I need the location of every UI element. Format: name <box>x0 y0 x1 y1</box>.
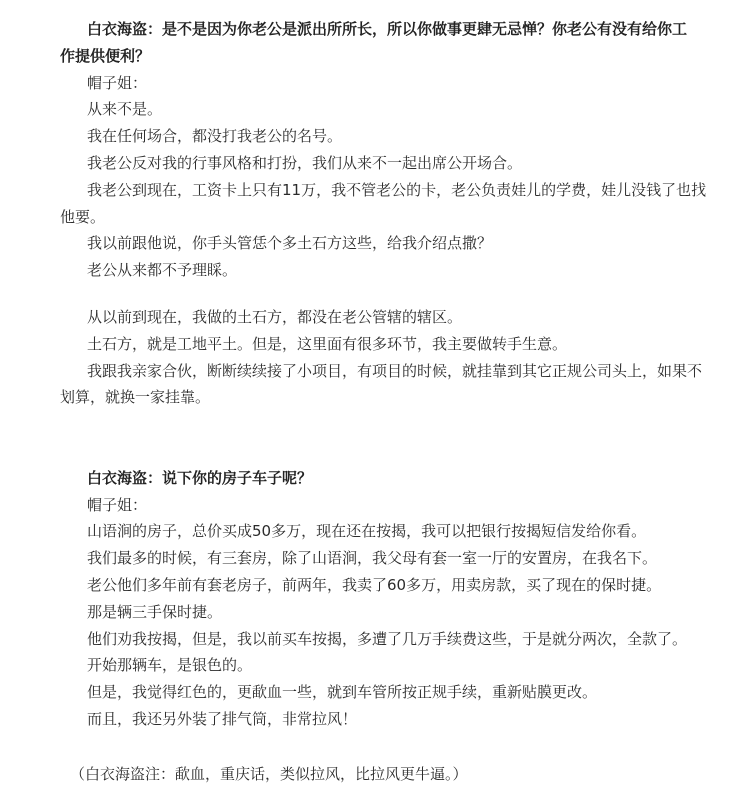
answer-paragraph: 我们最多的时候，有三套房，除了山语涧，我父母有套一室一厅的安置房，在我名下。 <box>87 549 658 568</box>
answer-paragraph: 老公从来都不予理睬。 <box>87 261 238 280</box>
answer-paragraph: 从以前到现在，我做的土石方，都没在老公管辖的辖区。 <box>87 307 463 326</box>
answer-paragraph <box>60 358 740 412</box>
question-line: 白衣海盗：是不是因为你老公是派出所所长，所以你做事更肆无忌惮？你老公有没有给你工 <box>87 20 688 38</box>
answer-paragraph: 我老公反对我的行事风格和打扮，我们从来不一起出席公开场合。 <box>87 153 523 172</box>
editor-note: （白衣海盗注：歃血，重庆话，类似拉风，比拉风更牛逼。） <box>70 764 468 783</box>
answer-paragraph: 但是，我觉得红色的，更歃血一些，就到车管所按正规手续，重新贴膜更改。 <box>87 683 598 702</box>
answer-paragraph: 我以前跟他说，你手头管恁个多土石方这些，给我介绍点撒？ <box>87 234 493 253</box>
article-body <box>60 16 740 788</box>
answer-paragraph: 老公他们多年前有套老房子，前两年，我卖了60多万，用卖房款，买了现在的保时捷。 <box>87 575 662 594</box>
answer-line: 划算，就换一家挂靠。 <box>60 388 211 407</box>
speaker-label: 帽子姐： <box>87 495 148 514</box>
answer-paragraph: 从来不是。 <box>87 100 163 119</box>
answer-line: 他要。 <box>60 207 106 226</box>
answer-paragraph <box>60 177 740 231</box>
answer-line: 我老公到现在，工资卡上只有11万，我不管老公的卡，老公负责娃儿的学费，娃儿没钱了也找 <box>87 180 707 199</box>
answer-paragraph: 土石方，就是工地平土。但是，这里面有很多环节，我主要做转手生意。 <box>87 334 568 353</box>
answer-paragraph: 他们劝我按揭，但是，我以前买车按揭，多遭了几万手续费这些，于是就分两次，全款了。 <box>87 629 688 648</box>
answer-paragraph: 而且，我还另外装了排气筒，非常拉风！ <box>87 709 358 728</box>
answer-paragraph: 那是辆三手保时捷。 <box>87 602 223 621</box>
question-paragraph-1 <box>60 16 740 70</box>
answer-paragraph: 山语涧的房子，总价买成50多万，现在还在按揭，我可以把银行按揭短信发给你看。 <box>87 522 647 541</box>
speaker-label: 帽子姐： <box>87 73 148 92</box>
question-line: 作提供便利？ <box>60 46 151 65</box>
question-paragraph-2: 白衣海盗：说下你的房子车子呢？ <box>87 468 313 487</box>
answer-paragraph: 开始那辆车，是银色的。 <box>87 656 253 675</box>
answer-paragraph: 我在任何场合，都没打我老公的名号。 <box>87 127 343 146</box>
answer-line: 我跟我亲家合伙，断断续续接了小项目，有项目的时候，就挂靠到其它正规公司头上，如果不 <box>87 361 703 380</box>
